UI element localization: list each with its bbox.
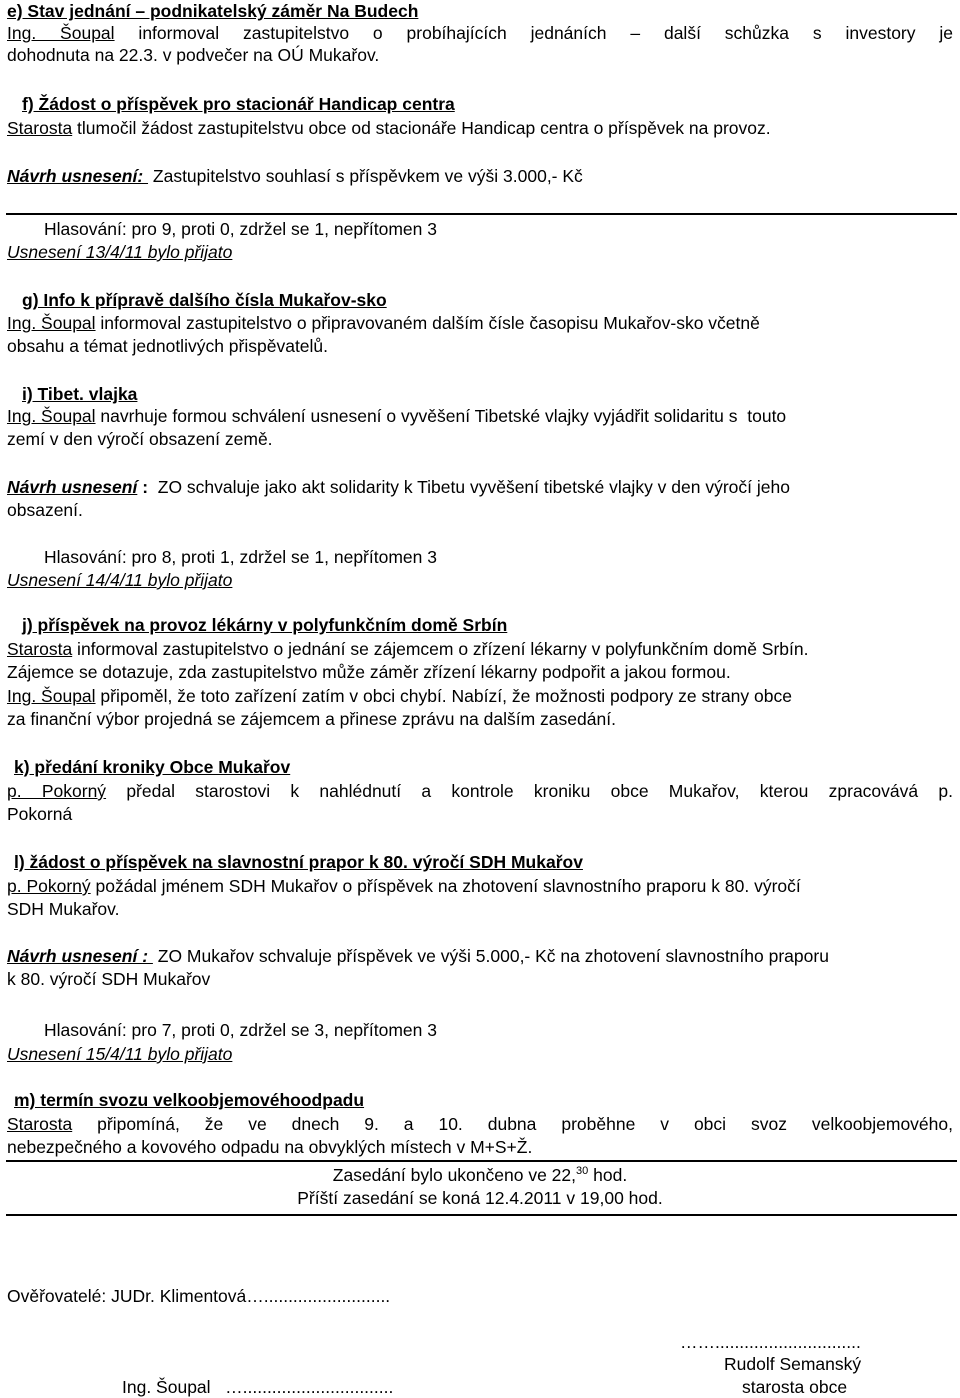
divider-line — [6, 1214, 957, 1216]
section-l-line-2: SDH Mukařov. — [7, 899, 120, 919]
line-text: připoměl, že toto zařízení zatím v obci chybí. Nabízí, že možnosti podpory ze strany obce — [95, 686, 792, 706]
proposal-text: Zastupitelstvo souhlasí s příspěvkem ve výši 3.000,- Kč — [148, 166, 583, 186]
section-m-line-1 — [7, 1113, 953, 1135]
section-e-heading: e) Stav jednání – podnikatelský záměr Na Budech — [7, 1, 419, 21]
speaker-name: Starosta — [7, 639, 73, 659]
section-j-line-2: Zájemce se dotazuje, zda zastupitelstvo může záměr zřízení lékarny podpořit a jakou formou. — [7, 662, 731, 682]
section-k-line-2: Pokorná — [7, 804, 73, 824]
speaker-name: p. Pokorný — [7, 781, 107, 801]
line-text: informoval zastupitelstvo o jednání se zájemcem o zřízení lékarny v polyfunkčním domě Srbín. — [72, 639, 809, 659]
section-f-heading: f) Žádost o příspěvek pro stacionář Handicap centra — [22, 94, 455, 114]
speaker-name: Starosta — [7, 1114, 73, 1134]
section-l-heading: l) žádost o příspěvek na slavnostní prapor k 80. výročí SDH Mukařov — [14, 852, 583, 872]
speaker-name: Starosta — [7, 118, 73, 138]
section-g-line-1 — [7, 312, 760, 334]
section-f-resolution: Usnesení 13/4/11 bylo přijato — [7, 242, 233, 262]
proposal-label: Návrh usnesení: — [7, 166, 149, 186]
section-j-line-1 — [7, 638, 809, 660]
speaker-name: Ing. Šoupal — [7, 406, 96, 426]
section-g-heading: g) Info k přípravě dalšího čísla Mukařov-sko — [22, 290, 387, 310]
proposal-label: Návrh usnesení : — [7, 946, 153, 966]
speaker-name: Ing. Šoupal — [7, 313, 96, 333]
ended-minutes: 30 — [576, 1165, 589, 1178]
proposal-colon: : — [137, 477, 149, 497]
section-k-line-1 — [7, 780, 953, 802]
section-l-vote: Hlasování: pro 7, proti 0, zdržel se 3, nepřítomen 3 — [44, 1020, 437, 1040]
line-text: informoval zastupitelstvo o připravovaném dalším čísle časopisu Mukařov-sko včetně — [95, 313, 760, 333]
section-i-proposal — [7, 476, 790, 498]
divider-line — [6, 1160, 957, 1162]
line-text: požádal jménem SDH Mukařov o příspěvek na zhotovení slavnostního praporu k 80. výročí — [90, 876, 801, 896]
speaker-name: p. Pokorný — [7, 876, 91, 896]
verifiers-line: Ověřovatelé: JUDr. Klimentová….......................... — [7, 1286, 391, 1306]
section-i-resolution: Usnesení 14/4/11 bylo přijato — [7, 570, 233, 590]
section-e-line-2: dohodnuta na 22.3. v podvečer na OÚ Mukařov. — [7, 45, 380, 65]
section-l-line-1 — [7, 875, 801, 897]
line-text: navrhuje formou schválení usnesení o vyvěšení Tibetské vlajky vyjádřit solidaritu s touto — [95, 406, 787, 426]
section-i-line-2: zemí v den výročí obsazení země. — [7, 429, 273, 449]
line-text: informoval zastupitelstvo o probíhajících jednáních – další schůzka s investory je — [114, 23, 953, 43]
section-e-line-1 — [7, 22, 953, 44]
section-i-line-1 — [7, 405, 786, 427]
section-f-proposal — [7, 165, 583, 187]
section-m-line-2: nebezpečného a kovového odpadu na obvyklých místech v M+S+Ž. — [7, 1137, 533, 1157]
divider-line — [6, 213, 957, 215]
section-j-line-4: za finanční výbor projedná se zájemcem a přinese zprávu na dalším zasedání. — [7, 709, 616, 729]
section-l-resolution: Usnesení 15/4/11 bylo přijato — [7, 1044, 233, 1064]
section-m-heading: m) termín svozu velkoobjemovéhoodpadu — [14, 1090, 365, 1110]
line-text: tlumočil žádost zastupitelstvu obce od stacionáře Handicap centra o příspěvek na provoz. — [72, 118, 771, 138]
proposal-text: ZO Mukařov schvaluje příspěvek ve výši 5.000,- Kč na zhotovení slavnostního praporu — [152, 946, 829, 966]
section-g-line-2: obsahu a témat jednotlivých přispěvatelů. — [7, 336, 329, 356]
section-f-vote: Hlasování: pro 9, proti 0, zdržel se 1, nepřítomen 3 — [44, 219, 437, 239]
section-f-line-1 — [7, 117, 771, 139]
speaker-name: Ing. Šoupal — [7, 686, 96, 706]
section-j-heading: j) příspěvek na provoz lékárny v polyfunkčním domě Srbín — [22, 615, 508, 635]
section-j-line-3 — [7, 685, 792, 707]
section-i-proposal-line-2: obsazení. — [7, 500, 83, 520]
section-l-proposal-line-2: k 80. výročí SDH Mukařov — [7, 969, 211, 989]
line-text: předal starostovi k nahlédnutí a kontrole kroniku obce Mukařov, kterou zpracovává p. — [106, 781, 953, 801]
ended-text: Zasedání bylo ukončeno ve 22, — [332, 1165, 577, 1185]
section-i-vote: Hlasování: pro 8, proti 1, zdržel se 1, nepřítomen 3 — [44, 547, 437, 567]
second-verifier-line: Ing. Šoupal …............................... — [122, 1377, 394, 1397]
proposal-label: Návrh usnesení — [7, 477, 138, 497]
section-i-heading: i) Tibet. vlajka — [22, 384, 138, 404]
speaker-name: Ing. Šoupal — [7, 23, 115, 43]
meeting-ended — [0, 1164, 960, 1186]
ended-suffix: hod. — [588, 1165, 628, 1185]
proposal-text: ZO schvaluje jako akt solidarity k Tibetu vyvěšení tibetské vlajky v den výročí jeho — [148, 477, 790, 497]
line-text: připomíná, že ve dnech 9. a 10. dubna proběhne v obci svoz velkoobjemového, — [72, 1114, 953, 1134]
mayor-signature-line: …….............................. — [680, 1332, 861, 1352]
mayor-title: starosta obce — [742, 1377, 848, 1397]
section-k-heading: k) předání kroniky Obce Mukařov — [14, 757, 291, 777]
next-meeting: Příští zasedání se koná 12.4.2011 v 19,00 hod. — [297, 1188, 663, 1208]
section-l-proposal — [7, 945, 829, 967]
mayor-name: Rudolf Semanský — [724, 1354, 862, 1374]
